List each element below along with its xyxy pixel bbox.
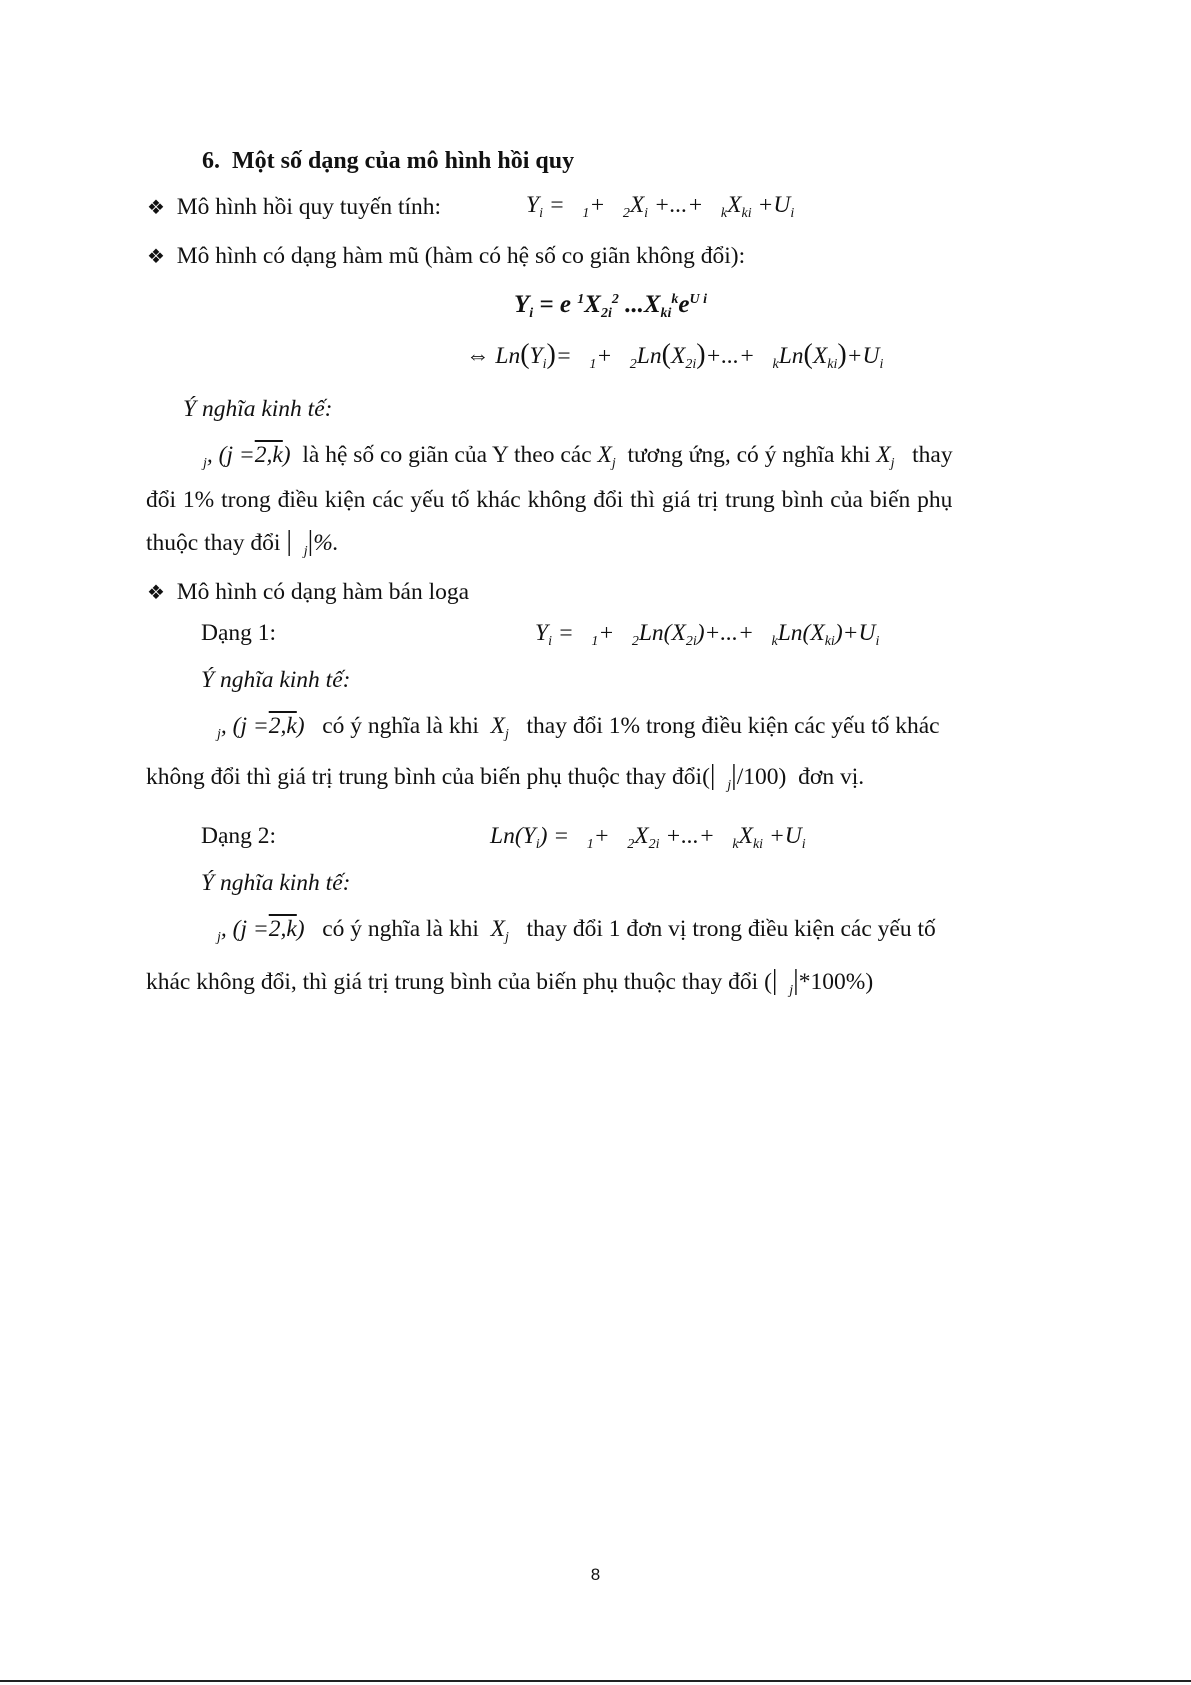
section-title: Một số dạng của mô hình hồi quy	[232, 148, 575, 174]
form1-meaning-line-2: không đổi thì giá trị trung bình của biến phụ thuộc thay đổi(| $_j$|/100) đơn vị.	[146, 760, 865, 793]
bullet-linear	[147, 192, 441, 223]
exponential-label: Mô hình có dạng hàm mũ (hàm có hệ số co giãn không đổi):	[176, 243, 746, 269]
bullet-icon: ❖	[147, 246, 165, 268]
meaning-text-1: là hệ số co giãn của Y theo các	[302, 442, 592, 468]
bullet-icon: ❖	[147, 582, 165, 604]
exponential-equation: $Y_i = e$ $^1X_{2i}^2$ $...X_{ki}^ke^{U i}$	[514, 291, 708, 321]
linear-equation: $Y_i = _1+ _2X_i$ +...+ $_kX_{ki} +U_i$	[526, 192, 795, 221]
form2-label: Dạng 2:	[201, 823, 277, 849]
meaning-text-2: tương ứng, có ý nghĩa khi	[627, 442, 871, 468]
form1-equation: $Y_i = _1+ _2Ln(X_{2i})+...+ _kLn(X_{ki})+U_i$	[535, 620, 880, 649]
exponential-meaning-label: Ý nghĩa kinh tế:	[183, 396, 333, 422]
exponential-meaning-line-1: $_j$, (j =2,k) là hệ số co giãn của Y theo các $X_j$ tương ứng, có ý nghĩa khi $X_j$ thay	[203, 442, 953, 471]
bullet-semilog	[147, 577, 469, 608]
form1-meaning-line-1: $_j$, (j =2,k) có ý nghĩa là khi $X_j$ thay đổi 1% trong điều kiện các yếu tố khác	[217, 713, 940, 742]
form2-meaning-line-1: $_j$, (j =2,k) có ý nghĩa là khi $X_j$ thay đổi 1 đơn vị trong điều kiện các yếu tố	[217, 916, 936, 945]
exponential-log-equation: ⇔ $Ln(Y_i)= _1+ _2Ln(X_{2i})+...+ _kLn(X_{ki})+U_i$	[466, 339, 884, 372]
form2-meaning-line-2: khác không đổi, thì giá trị trung bình của biến phụ thuộc thay đổi (| $_j$|*100%)	[146, 965, 874, 998]
linear-label: Mô hình hồi quy tuyến tính:	[176, 194, 442, 220]
form1-label: Dạng 1:	[201, 620, 277, 646]
bullet-icon: ❖	[147, 197, 165, 219]
semilog-label: Mô hình có dạng hàm bán loga	[176, 579, 470, 605]
exponential-meaning-line-3: thuộc thay đổi | $_j$|%.	[146, 526, 339, 559]
form2-equation: $Ln(Y_i) = _1+ _2X_{2i}$ +...+ $_kX_{ki} +U_i$	[490, 823, 806, 852]
form2-meaning-label: Ý nghĩa kinh tế:	[201, 870, 351, 896]
bullet-exponential	[147, 241, 745, 272]
section-heading	[202, 146, 574, 176]
form1-meaning-label: Ý nghĩa kinh tế:	[201, 667, 351, 693]
exponential-meaning-line-2: đổi 1% trong điều kiện các yếu tố khác không đổi thì giá trị trung bình của biến phụ	[146, 487, 953, 513]
section-number: 6.	[202, 148, 220, 174]
page-number: 8	[590, 1565, 601, 1584]
meaning-text-3: thay	[912, 442, 953, 468]
bottom-rule	[0, 1680, 1191, 1682]
